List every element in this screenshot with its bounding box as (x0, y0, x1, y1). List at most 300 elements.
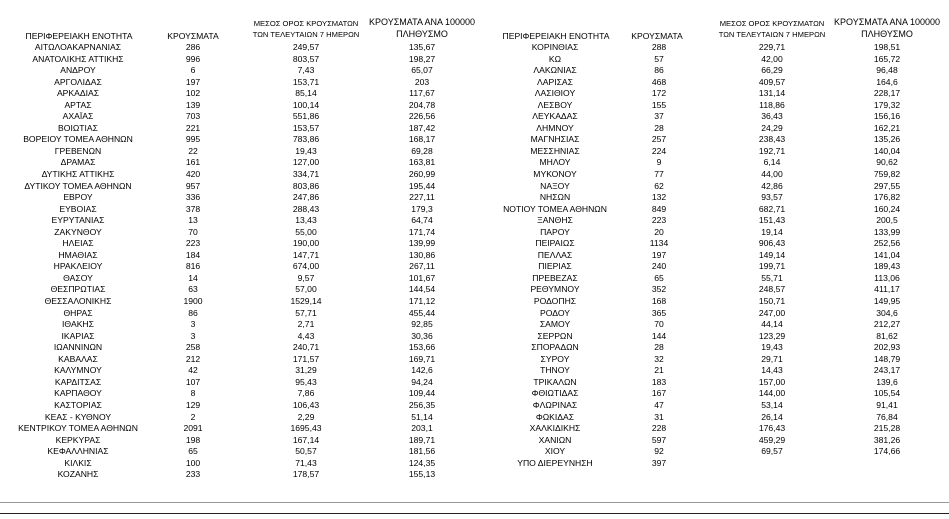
avg-7day-cell: 783,86 (292, 134, 320, 145)
avg-7day-cell: 334,71 (292, 169, 320, 180)
per100k-cell: 455,44 (408, 307, 436, 318)
avg-7day-cell: 803,86 (292, 180, 320, 191)
avg-7day-cell: 53,14 (761, 399, 783, 410)
region-cell: ΥΠΟ ΔΙΕΡΕΥΝΗΣΗ (517, 457, 593, 468)
cases-cell: 37 (654, 111, 664, 122)
table-row (480, 319, 949, 331)
per100k-cell: 228,17 (873, 88, 901, 99)
table-row (480, 192, 949, 204)
header-cases-left: ΚΡΟΥΣΜΑΤΑ (167, 31, 219, 41)
region-cell: ΜΥΚΟΝΟΥ (533, 169, 577, 180)
avg-7day-cell: 6,14 (763, 157, 781, 168)
cases-cell: 47 (654, 399, 664, 410)
header-per100k-right-line1: ΚΡΟΥΣΜΑΤΑ ΑΝΑ 100000 (834, 17, 940, 27)
region-cell: ΞΑΝΘΗΣ (537, 215, 573, 226)
table-row (0, 412, 480, 424)
avg-7day-cell: 14,43 (761, 365, 783, 376)
region-cell: ΦΩΚΙΔΑΣ (535, 411, 575, 422)
per100k-cell: 169,71 (408, 353, 436, 364)
per100k-cell: 243,17 (873, 365, 901, 376)
table-row (0, 111, 480, 123)
per100k-cell: 202,93 (873, 342, 901, 353)
region-cell: ΕΒΡΟΥ (63, 192, 93, 203)
cases-cell: 996 (185, 53, 201, 64)
region-cell: ΡΕΘΥΜΝΟΥ (530, 284, 580, 295)
divider-line-top (0, 502, 949, 503)
table-row (0, 458, 480, 470)
table-row (0, 215, 480, 227)
per100k-cell: 203 (414, 76, 430, 87)
avg-7day-cell: 106,43 (292, 399, 320, 410)
region-cell: ΗΡΑΚΛΕΙΟΥ (53, 261, 103, 272)
per100k-cell: 160,24 (873, 203, 901, 214)
cases-cell: 365 (651, 307, 667, 318)
cases-cell: 184 (185, 249, 201, 260)
cases-cell: 31 (654, 411, 664, 422)
per100k-cell: 164,6 (876, 76, 898, 87)
cases-cell: 13 (188, 215, 198, 226)
per100k-cell: 51,14 (411, 411, 433, 422)
cases-cell: 167 (651, 388, 667, 399)
per100k-cell: 153,66 (408, 342, 436, 353)
table-row (0, 261, 480, 273)
region-cell: ΙΘΑΚΗΣ (62, 319, 94, 330)
avg-7day-cell: 150,71 (758, 296, 786, 307)
per100k-cell: 411,17 (874, 284, 900, 295)
region-cell: ΘΑΣΟΥ (63, 272, 93, 283)
per100k-cell: 267,11 (409, 261, 435, 272)
cases-cell: 703 (185, 111, 201, 122)
avg-7day-cell: 57,00 (295, 284, 317, 295)
per100k-cell: 198,27 (408, 53, 436, 64)
right-table (480, 42, 949, 469)
per100k-cell: 105,54 (873, 388, 901, 399)
region-cell: ΛΑΡΙΣΑΣ (537, 76, 573, 87)
table-row (480, 238, 949, 250)
cases-cell: 57 (654, 53, 664, 64)
cases-cell: 63 (188, 284, 198, 295)
table-row (0, 308, 480, 320)
per100k-cell: 30,36 (411, 330, 433, 341)
region-cell: ΑΝΑΤΟΛΙΚΗΣ ΑΤΤΙΚΗΣ (32, 53, 124, 64)
header-cases-right: ΚΡΟΥΣΜΑΤΑ (631, 31, 683, 41)
table-row (480, 331, 949, 343)
avg-7day-cell: 36,43 (761, 111, 783, 122)
per100k-cell: 226,56 (408, 111, 436, 122)
avg-7day-cell: 24,29 (761, 122, 783, 133)
cases-cell: 352 (651, 284, 667, 295)
region-cell: ΧΑΛΚΙΔΙΚΗΣ (529, 423, 581, 434)
cases-cell: 9 (656, 157, 662, 168)
table-row (0, 227, 480, 239)
cases-cell: 139 (185, 99, 201, 110)
per100k-cell: 304,6 (876, 307, 898, 318)
region-cell: ΛΕΣΒΟΥ (537, 99, 573, 110)
region-cell: ΦΘΙΩΤΙΔΑΣ (531, 388, 579, 399)
region-cell: ΠΡΕΒΕΖΑΣ (532, 272, 578, 283)
table-row (0, 388, 480, 400)
per100k-cell: 144,54 (408, 284, 436, 295)
avg-7day-cell: 229,71 (758, 42, 786, 52)
table-row (0, 146, 480, 158)
region-cell: ΚΕΝΤΡΙΚΟΥ ΤΟΜΕΑ ΑΘΗΝΩΝ (18, 423, 138, 434)
per100k-cell: 139,6 (876, 376, 898, 387)
region-cell: ΘΕΣΣΑΛΟΝΙΚΗΣ (44, 296, 112, 307)
header-avg-right-line2: ΤΩΝ ΤΕΛΕΥΤΑΙΩΝ 7 ΗΜΕΡΩΝ (718, 30, 826, 39)
cases-cell: 420 (185, 169, 201, 180)
region-cell: ΝΗΣΩΝ (539, 192, 571, 203)
avg-7day-cell: 71,43 (295, 457, 317, 468)
avg-7day-cell: 1695,43 (290, 423, 322, 434)
table-row (0, 181, 480, 193)
per100k-cell: 252,56 (873, 238, 901, 249)
region-cell: ΕΥΒΟΙΑΣ (59, 203, 97, 214)
table-row (0, 192, 480, 204)
per100k-cell: 189,43 (873, 261, 901, 272)
cases-cell: 221 (185, 122, 201, 133)
cases-cell: 1900 (183, 296, 203, 307)
cases-cell: 397 (651, 457, 667, 468)
region-cell: ΡΟΔΟΠΗΣ (533, 296, 577, 307)
table-row (0, 88, 480, 100)
table-row (0, 365, 480, 377)
table-row (0, 273, 480, 285)
avg-7day-cell: 147,71 (292, 249, 320, 260)
region-cell: ΦΛΩΡΙΝΑΣ (532, 399, 578, 410)
per100k-cell: 227,11 (409, 192, 435, 203)
table-row (0, 123, 480, 135)
table-row (480, 446, 949, 458)
cases-cell: 6 (190, 65, 196, 76)
avg-7day-cell: 409,57 (758, 76, 786, 87)
avg-7day-cell: 44,00 (761, 169, 783, 180)
table-row (480, 215, 949, 227)
table-row (0, 446, 480, 458)
table-row (0, 342, 480, 354)
per100k-cell: 92,85 (411, 319, 433, 330)
cases-cell: 62 (654, 180, 664, 191)
region-cell: ΔΥΤΙΚΗΣ ΑΤΤΙΚΗΣ (41, 169, 115, 180)
region-cell: ΧΑΝΙΩΝ (538, 434, 572, 445)
table-row (480, 435, 949, 447)
avg-7day-cell: 50,57 (295, 446, 317, 457)
region-cell: ΘΕΣΠΡΩΤΙΑΣ (50, 284, 106, 295)
cases-cell: 378 (185, 203, 201, 214)
cases-cell: 336 (185, 192, 201, 203)
region-cell: ΛΕΥΚΑΔΑΣ (532, 111, 578, 122)
region-cell: ΚΟΡΙΝΘΙΑΣ (531, 42, 579, 52)
avg-7day-cell: 57,71 (295, 307, 317, 318)
cases-cell: 14 (188, 272, 198, 283)
table-row (480, 181, 949, 193)
avg-7day-cell: 29,71 (761, 353, 783, 364)
table-row (480, 146, 949, 158)
avg-7day-cell: 149,14 (758, 249, 786, 260)
per100k-cell: 189,71 (408, 434, 436, 445)
cases-cell: 224 (651, 145, 667, 156)
avg-7day-cell: 459,29 (758, 434, 786, 445)
region-cell: ΗΛΕΙΑΣ (62, 238, 94, 249)
avg-7day-cell: 31,29 (295, 365, 317, 376)
avg-7day-cell: 7,43 (297, 65, 315, 76)
avg-7day-cell: 95,43 (295, 376, 317, 387)
avg-7day-cell: 167,14 (292, 434, 320, 445)
table-row (480, 204, 949, 216)
header-avg-left-line2: ΤΩΝ ΤΕΛΕΥΤΑΙΩΝ 7 ΗΜΕΡΩΝ (252, 30, 360, 39)
table-row (0, 65, 480, 77)
cases-cell: 468 (651, 76, 667, 87)
avg-7day-cell: 240,71 (292, 342, 320, 353)
per100k-cell: 135,26 (873, 134, 901, 145)
cases-cell: 197 (651, 249, 667, 260)
table-row (480, 100, 949, 112)
per100k-cell: 155,13 (408, 469, 436, 480)
region-cell: ΛΑΣΙΘΙΟΥ (534, 88, 576, 99)
region-cell: ΚΑΣΤΟΡΙΑΣ (54, 399, 102, 410)
per100k-cell: 156,16 (873, 111, 901, 122)
avg-7day-cell: 1529,14 (290, 296, 322, 307)
table-row (480, 377, 949, 389)
table-row (0, 284, 480, 296)
cases-cell: 816 (185, 261, 201, 272)
cases-cell: 995 (185, 134, 201, 145)
cases-cell: 233 (185, 469, 201, 480)
table-row (0, 77, 480, 89)
per100k-cell: 200,5 (876, 215, 898, 226)
table-row (480, 388, 949, 400)
avg-7day-cell: 682,71 (758, 203, 786, 214)
cases-cell: 161 (185, 157, 201, 168)
table-row (0, 134, 480, 146)
table-row (480, 42, 949, 54)
cases-cell: 286 (185, 42, 201, 52)
table-row (0, 157, 480, 169)
avg-7day-cell: 238,43 (758, 134, 786, 145)
cases-cell: 129 (185, 399, 201, 410)
table-row (480, 412, 949, 424)
region-cell: ΠΕΛΛΑΣ (537, 249, 573, 260)
per100k-cell: 149,95 (873, 296, 901, 307)
cases-cell: 197 (185, 76, 201, 87)
avg-7day-cell: 153,57 (292, 122, 320, 133)
region-cell: ΜΑΓΝΗΣΙΑΣ (530, 134, 580, 145)
avg-7day-cell: 178,57 (292, 469, 320, 480)
avg-7day-cell: 93,57 (761, 192, 783, 203)
region-cell: ΔΥΤΙΚΟΥ ΤΟΜΕΑ ΑΘΗΝΩΝ (24, 180, 132, 191)
table-row (0, 169, 480, 181)
header-region-left: ΠΕΡΙΦΕΡΕΙΑΚΗ ΕΝΟΤΗΤΑ (25, 31, 133, 41)
cases-cell: 168 (651, 296, 667, 307)
cases-cell: 92 (654, 446, 664, 457)
table-row (0, 100, 480, 112)
avg-7day-cell: 66,29 (761, 65, 783, 76)
cases-cell: 22 (188, 145, 198, 156)
region-cell: ΙΩΑΝΝΙΝΩΝ (53, 342, 103, 353)
region-cell: ΝΑΞΟΥ (540, 180, 570, 191)
header-region-right: ΠΕΡΙΦΕΡΕΙΑΚΗ ΕΝΟΤΗΤΑ (502, 31, 610, 41)
avg-7day-cell: 247,00 (758, 307, 786, 318)
per100k-cell: 163,81 (408, 157, 436, 168)
per100k-cell: 133,99 (873, 226, 901, 237)
per100k-cell: 162,21 (873, 122, 901, 133)
per100k-cell: 113,06 (874, 272, 900, 283)
avg-7day-cell: 2,71 (297, 319, 315, 330)
cases-cell: 258 (185, 342, 201, 353)
per100k-cell: 96,48 (876, 65, 898, 76)
region-cell: ΣΕΡΡΩΝ (537, 330, 573, 341)
avg-7day-cell: 157,00 (758, 376, 786, 387)
cases-cell: 132 (651, 192, 667, 203)
per100k-cell: 181,56 (408, 446, 436, 457)
table-row (480, 54, 949, 66)
region-cell: ΠΕΙΡΑΙΩΣ (535, 238, 575, 249)
region-cell: ΑΡΚΑΔΙΑΣ (56, 88, 100, 99)
avg-7day-cell: 123,29 (758, 330, 786, 341)
table-row (480, 423, 949, 435)
table-row (0, 423, 480, 435)
per100k-cell: 65,07 (411, 65, 433, 76)
table-row (480, 227, 949, 239)
region-cell: ΣΑΜΟΥ (539, 319, 571, 330)
avg-7day-cell: 288,43 (292, 203, 320, 214)
table-row (0, 331, 480, 343)
cases-cell: 257 (651, 134, 667, 145)
per100k-cell: 215,28 (873, 423, 901, 434)
region-cell: ΜΕΣΣΗΝΙΑΣ (530, 145, 580, 156)
cases-cell: 223 (185, 238, 201, 249)
table-row (480, 308, 949, 320)
region-cell: ΒΟΙΩΤΙΑΣ (58, 122, 98, 133)
region-cell: ΔΡΑΜΑΣ (60, 157, 96, 168)
region-cell: ΓΡΕΒΕΝΩΝ (54, 145, 102, 156)
per100k-cell: 179,3 (411, 203, 433, 214)
avg-7day-cell: 55,00 (295, 226, 317, 237)
per100k-cell: 171,74 (408, 226, 436, 237)
cases-cell: 28 (654, 122, 664, 133)
per100k-cell: 198,51 (873, 42, 901, 52)
table-row (480, 169, 949, 181)
avg-7day-cell: 7,86 (297, 388, 315, 399)
cases-cell: 42 (188, 365, 198, 376)
per100k-cell: 195,44 (408, 180, 436, 191)
cases-cell: 70 (188, 226, 198, 237)
avg-7day-cell: 42,86 (761, 180, 783, 191)
region-cell: ΛΑΚΩΝΙΑΣ (533, 65, 577, 76)
per100k-cell: 165,72 (873, 53, 901, 64)
cases-cell: 240 (651, 261, 667, 272)
cases-cell: 65 (654, 272, 664, 283)
region-cell: ΚΑΒΑΛΑΣ (58, 353, 98, 364)
region-cell: ΚΙΛΚΙΣ (64, 457, 92, 468)
cases-cell: 183 (651, 376, 667, 387)
cases-cell: 8 (190, 388, 196, 399)
per100k-cell: 297,55 (873, 180, 901, 191)
avg-7day-cell: 551,86 (292, 111, 320, 122)
table-row (480, 284, 949, 296)
region-cell: ΖΑΚΥΝΘΟΥ (54, 226, 102, 237)
avg-7day-cell: 153,71 (292, 76, 320, 87)
table-row (480, 342, 949, 354)
cases-cell: 21 (654, 365, 664, 376)
cases-cell: 172 (651, 88, 667, 99)
region-cell: ΚΩ (548, 53, 562, 64)
region-cell: ΡΟΔΟΥ (540, 307, 570, 318)
per100k-cell: 168,17 (408, 134, 436, 145)
avg-7day-cell: 199,71 (758, 261, 786, 272)
per100k-cell: 139,99 (408, 238, 436, 249)
per100k-cell: 256,35 (408, 399, 436, 410)
per100k-cell: 381,26 (873, 434, 901, 445)
cases-cell: 102 (185, 88, 201, 99)
per100k-cell: 142,6 (411, 365, 433, 376)
avg-7day-cell: 55,71 (761, 272, 783, 283)
region-cell: ΚΕΦΑΛΛΗΝΙΑΣ (47, 446, 109, 457)
region-cell: ΑΡΓΟΛΙΔΑΣ (54, 76, 102, 87)
avg-7day-cell: 906,43 (758, 238, 786, 249)
per100k-cell: 759,82 (873, 169, 901, 180)
cases-cell: 2 (190, 411, 196, 422)
cases-cell: 228 (651, 423, 667, 434)
region-cell: ΜΗΛΟΥ (539, 157, 571, 168)
table-row (0, 354, 480, 366)
avg-7day-cell: 118,86 (759, 99, 785, 110)
table-row (480, 365, 949, 377)
region-cell: ΣΥΡΟΥ (540, 353, 570, 364)
cases-cell: 28 (654, 342, 664, 353)
avg-7day-cell: 127,00 (292, 157, 320, 168)
avg-7day-cell: 674,00 (292, 261, 320, 272)
avg-7day-cell: 176,43 (758, 423, 786, 434)
avg-7day-cell: 19,43 (761, 342, 783, 353)
table-row (480, 296, 949, 308)
region-cell: ΒΟΡΕΙΟΥ ΤΟΜΕΑ ΑΘΗΝΩΝ (23, 134, 133, 145)
region-cell: ΙΚΑΡΙΑΣ (61, 330, 95, 341)
cases-cell: 288 (651, 42, 667, 52)
avg-7day-cell: 803,57 (292, 53, 320, 64)
table-row (0, 250, 480, 262)
table-row (480, 77, 949, 89)
table-row (480, 273, 949, 285)
per100k-cell: 174,66 (873, 446, 901, 457)
region-cell: ΣΠΟΡΑΔΩΝ (531, 342, 579, 353)
cases-cell: 65 (188, 446, 198, 457)
per100k-cell: 141,04 (873, 249, 901, 260)
per100k-cell: 176,82 (873, 192, 901, 203)
table-row (0, 204, 480, 216)
region-cell: ΚΕΡΚΥΡΑΣ (55, 434, 101, 445)
avg-7day-cell: 69,57 (761, 446, 783, 457)
avg-7day-cell: 2,29 (297, 411, 315, 422)
per100k-cell: 101,67 (408, 272, 436, 283)
avg-7day-cell: 13,43 (295, 215, 317, 226)
table-row (480, 250, 949, 262)
region-cell: ΑΡΤΑΣ (64, 99, 92, 110)
per100k-cell: 204,78 (408, 99, 436, 110)
avg-7day-cell: 144,00 (758, 388, 786, 399)
per100k-cell: 212,27 (873, 319, 901, 330)
cases-cell: 957 (185, 180, 201, 191)
region-cell: ΤΡΙΚΑΛΩΝ (533, 376, 577, 387)
avg-7day-cell: 171,57 (292, 353, 320, 364)
avg-7day-cell: 100,14 (292, 99, 320, 110)
header-per100k-right-line2: ΠΛΗΘΥΣΜΟ (861, 29, 913, 39)
cases-cell: 1134 (649, 238, 669, 249)
avg-7day-cell: 44,14 (761, 319, 783, 330)
avg-7day-cell: 26,14 (761, 411, 783, 422)
header-avg-right-line1: ΜΕΣΟΣ ΟΡΟΣ ΚΡΟΥΣΜΑΤΩΝ (719, 19, 825, 28)
avg-7day-cell: 9,57 (297, 272, 315, 283)
region-cell: ΠΙΕΡΙΑΣ (538, 261, 572, 272)
